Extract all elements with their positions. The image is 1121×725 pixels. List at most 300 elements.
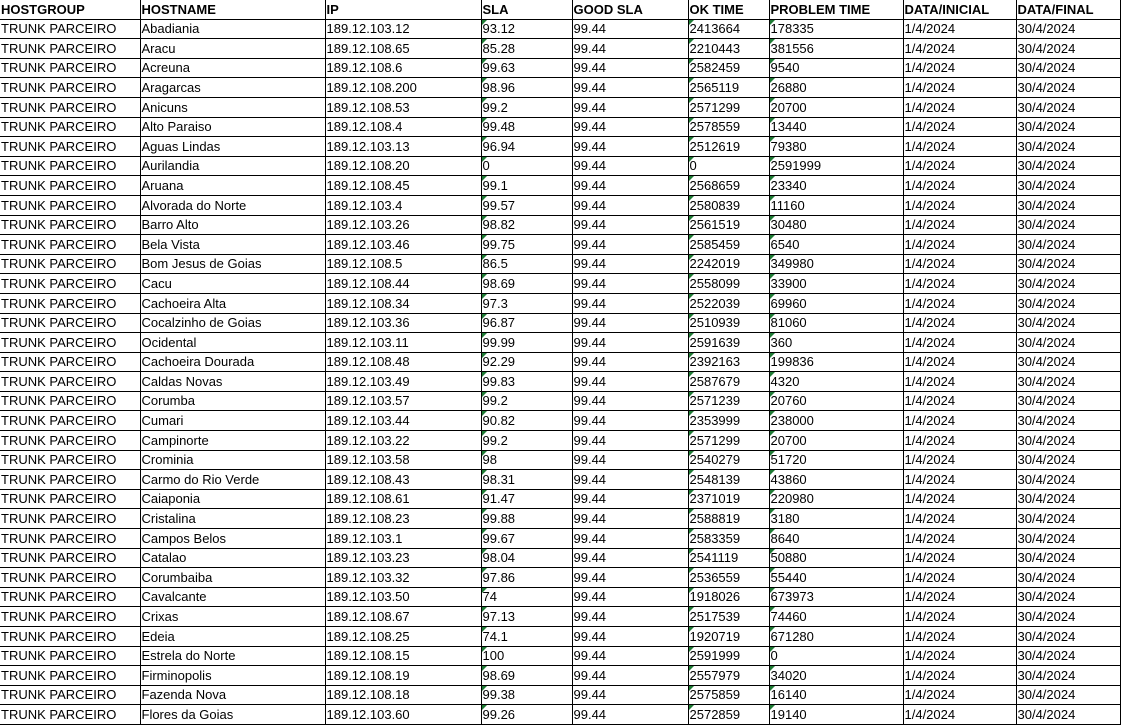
cell-hostgroup[interactable]: TRUNK PARCEIRO (0, 411, 140, 431)
cell-sla[interactable]: 99.57 (481, 195, 572, 215)
cell-hostname[interactable]: Aragarcas (140, 78, 325, 98)
cell-good-sla[interactable]: 99.44 (572, 568, 688, 588)
cell-sla[interactable]: 99.2 (481, 431, 572, 451)
cell-hostgroup[interactable]: TRUNK PARCEIRO (0, 333, 140, 353)
cell-data-inicial[interactable]: 1/4/2024 (903, 333, 1016, 353)
cell-good-sla[interactable]: 99.44 (572, 117, 688, 137)
cell-data-inicial[interactable]: 1/4/2024 (903, 705, 1016, 725)
cell-hostname[interactable]: Cavalcante (140, 587, 325, 607)
cell-ip[interactable]: 189.12.103.60 (325, 705, 481, 725)
cell-ok-time[interactable]: 2371019 (688, 489, 769, 509)
cell-hostgroup[interactable]: TRUNK PARCEIRO (0, 137, 140, 157)
cell-sla[interactable]: 97.13 (481, 607, 572, 627)
cell-problem-time[interactable]: 178335 (769, 19, 903, 39)
cell-hostgroup[interactable]: TRUNK PARCEIRO (0, 450, 140, 470)
cell-good-sla[interactable]: 99.44 (572, 78, 688, 98)
cell-ok-time[interactable]: 2571239 (688, 391, 769, 411)
cell-sla[interactable]: 74.1 (481, 627, 572, 647)
cell-data-inicial[interactable]: 1/4/2024 (903, 117, 1016, 137)
cell-hostgroup[interactable]: TRUNK PARCEIRO (0, 78, 140, 98)
cell-hostgroup[interactable]: TRUNK PARCEIRO (0, 627, 140, 647)
cell-data-inicial[interactable]: 1/4/2024 (903, 293, 1016, 313)
cell-ip[interactable]: 189.12.103.46 (325, 235, 481, 255)
cell-good-sla[interactable]: 99.44 (572, 313, 688, 333)
cell-hostname[interactable]: Anicuns (140, 97, 325, 117)
cell-sla[interactable]: 99.48 (481, 117, 572, 137)
cell-sla[interactable]: 98.04 (481, 548, 572, 568)
cell-ok-time[interactable]: 1920719 (688, 627, 769, 647)
cell-hostname[interactable]: Flores da Goias (140, 705, 325, 725)
cell-hostgroup[interactable]: TRUNK PARCEIRO (0, 195, 140, 215)
cell-good-sla[interactable]: 99.44 (572, 274, 688, 294)
cell-problem-time[interactable]: 238000 (769, 411, 903, 431)
cell-good-sla[interactable]: 99.44 (572, 509, 688, 529)
cell-ip[interactable]: 189.12.108.4 (325, 117, 481, 137)
cell-data-final[interactable]: 30/4/2024 (1016, 117, 1120, 137)
cell-ip[interactable]: 189.12.103.23 (325, 548, 481, 568)
cell-ok-time[interactable]: 2591999 (688, 646, 769, 666)
cell-sla[interactable]: 99.83 (481, 372, 572, 392)
cell-ip[interactable]: 189.12.108.15 (325, 646, 481, 666)
cell-ip[interactable]: 189.12.108.53 (325, 97, 481, 117)
cell-ok-time[interactable]: 2517539 (688, 607, 769, 627)
cell-good-sla[interactable]: 99.44 (572, 156, 688, 176)
cell-sla[interactable]: 99.88 (481, 509, 572, 529)
cell-sla[interactable]: 91.47 (481, 489, 572, 509)
cell-data-final[interactable]: 30/4/2024 (1016, 235, 1120, 255)
cell-hostname[interactable]: Barro Alto (140, 215, 325, 235)
cell-ok-time[interactable]: 2242019 (688, 254, 769, 274)
cell-ok-time[interactable]: 2541119 (688, 548, 769, 568)
cell-ok-time[interactable]: 2536559 (688, 568, 769, 588)
cell-sla[interactable]: 99.2 (481, 97, 572, 117)
cell-good-sla[interactable]: 99.44 (572, 627, 688, 647)
cell-hostname[interactable]: Corumba (140, 391, 325, 411)
cell-data-final[interactable]: 30/4/2024 (1016, 195, 1120, 215)
cell-problem-time[interactable]: 16140 (769, 685, 903, 705)
cell-good-sla[interactable]: 99.44 (572, 548, 688, 568)
cell-problem-time[interactable]: 20700 (769, 97, 903, 117)
cell-good-sla[interactable]: 99.44 (572, 607, 688, 627)
cell-hostname[interactable]: Estrela do Norte (140, 646, 325, 666)
cell-good-sla[interactable]: 99.44 (572, 19, 688, 39)
cell-data-inicial[interactable]: 1/4/2024 (903, 646, 1016, 666)
cell-sla[interactable]: 93.12 (481, 19, 572, 39)
cell-hostname[interactable]: Crixas (140, 607, 325, 627)
cell-hostname[interactable]: Ocidental (140, 333, 325, 353)
cell-sla[interactable]: 85.28 (481, 39, 572, 59)
cell-hostgroup[interactable]: TRUNK PARCEIRO (0, 293, 140, 313)
cell-data-inicial[interactable]: 1/4/2024 (903, 176, 1016, 196)
cell-data-final[interactable]: 30/4/2024 (1016, 137, 1120, 157)
cell-ok-time[interactable]: 2558099 (688, 274, 769, 294)
cell-data-final[interactable]: 30/4/2024 (1016, 97, 1120, 117)
cell-ok-time[interactable]: 2522039 (688, 293, 769, 313)
header-cell-ip[interactable]: IP (325, 0, 481, 19)
cell-problem-time[interactable]: 6540 (769, 235, 903, 255)
cell-ip[interactable]: 189.12.108.25 (325, 627, 481, 647)
cell-sla[interactable]: 97.3 (481, 293, 572, 313)
cell-sla[interactable]: 99.1 (481, 176, 572, 196)
cell-ok-time[interactable]: 2571299 (688, 97, 769, 117)
cell-sla[interactable]: 99.2 (481, 391, 572, 411)
cell-good-sla[interactable]: 99.44 (572, 352, 688, 372)
header-cell-data-inicial[interactable]: DATA/INICIAL (903, 0, 1016, 19)
cell-good-sla[interactable]: 99.44 (572, 411, 688, 431)
cell-good-sla[interactable]: 99.44 (572, 470, 688, 490)
cell-ip[interactable]: 189.12.103.58 (325, 450, 481, 470)
cell-hostgroup[interactable]: TRUNK PARCEIRO (0, 39, 140, 59)
cell-sla[interactable]: 98 (481, 450, 572, 470)
cell-hostname[interactable]: Caldas Novas (140, 372, 325, 392)
cell-hostgroup[interactable]: TRUNK PARCEIRO (0, 685, 140, 705)
cell-hostname[interactable]: Alvorada do Norte (140, 195, 325, 215)
cell-hostgroup[interactable]: TRUNK PARCEIRO (0, 19, 140, 39)
cell-data-inicial[interactable]: 1/4/2024 (903, 391, 1016, 411)
cell-ok-time[interactable]: 2587679 (688, 372, 769, 392)
cell-hostname[interactable]: Crominia (140, 450, 325, 470)
cell-data-inicial[interactable]: 1/4/2024 (903, 489, 1016, 509)
cell-data-final[interactable]: 30/4/2024 (1016, 391, 1120, 411)
cell-ip[interactable]: 189.12.108.61 (325, 489, 481, 509)
cell-ip[interactable]: 189.12.103.22 (325, 431, 481, 451)
cell-data-inicial[interactable]: 1/4/2024 (903, 274, 1016, 294)
cell-problem-time[interactable]: 9540 (769, 58, 903, 78)
cell-hostgroup[interactable]: TRUNK PARCEIRO (0, 117, 140, 137)
cell-hostgroup[interactable]: TRUNK PARCEIRO (0, 470, 140, 490)
cell-data-inicial[interactable]: 1/4/2024 (903, 352, 1016, 372)
cell-data-final[interactable]: 30/4/2024 (1016, 685, 1120, 705)
cell-ip[interactable]: 189.12.103.57 (325, 391, 481, 411)
cell-hostname[interactable]: Edeia (140, 627, 325, 647)
cell-data-inicial[interactable]: 1/4/2024 (903, 411, 1016, 431)
cell-hostgroup[interactable]: TRUNK PARCEIRO (0, 489, 140, 509)
cell-problem-time[interactable]: 349980 (769, 254, 903, 274)
cell-problem-time[interactable]: 81060 (769, 313, 903, 333)
cell-ip[interactable]: 189.12.103.44 (325, 411, 481, 431)
cell-problem-time[interactable]: 20700 (769, 431, 903, 451)
cell-hostgroup[interactable]: TRUNK PARCEIRO (0, 215, 140, 235)
cell-good-sla[interactable]: 99.44 (572, 333, 688, 353)
cell-good-sla[interactable]: 99.44 (572, 489, 688, 509)
cell-sla[interactable]: 99.75 (481, 235, 572, 255)
cell-hostgroup[interactable]: TRUNK PARCEIRO (0, 548, 140, 568)
cell-ok-time[interactable]: 2578559 (688, 117, 769, 137)
cell-problem-time[interactable]: 23340 (769, 176, 903, 196)
cell-sla[interactable]: 99.67 (481, 529, 572, 549)
cell-ip[interactable]: 189.12.103.1 (325, 529, 481, 549)
cell-ok-time[interactable]: 2561519 (688, 215, 769, 235)
cell-hostname[interactable]: Firminopolis (140, 666, 325, 686)
cell-data-inicial[interactable]: 1/4/2024 (903, 313, 1016, 333)
cell-data-final[interactable]: 30/4/2024 (1016, 666, 1120, 686)
cell-ok-time[interactable]: 2512619 (688, 137, 769, 157)
cell-hostname[interactable]: Aurilandia (140, 156, 325, 176)
cell-hostname[interactable]: Aracu (140, 39, 325, 59)
cell-problem-time[interactable]: 0 (769, 646, 903, 666)
cell-data-inicial[interactable]: 1/4/2024 (903, 78, 1016, 98)
cell-ip[interactable]: 189.12.103.12 (325, 19, 481, 39)
cell-hostgroup[interactable]: TRUNK PARCEIRO (0, 705, 140, 725)
cell-good-sla[interactable]: 99.44 (572, 195, 688, 215)
cell-data-inicial[interactable]: 1/4/2024 (903, 548, 1016, 568)
cell-ip[interactable]: 189.12.108.200 (325, 78, 481, 98)
cell-problem-time[interactable]: 69960 (769, 293, 903, 313)
cell-data-final[interactable]: 30/4/2024 (1016, 705, 1120, 725)
cell-ip[interactable]: 189.12.108.23 (325, 509, 481, 529)
cell-data-final[interactable]: 30/4/2024 (1016, 274, 1120, 294)
cell-sla[interactable]: 99.99 (481, 333, 572, 353)
cell-ip[interactable]: 189.12.108.19 (325, 666, 481, 686)
cell-hostname[interactable]: Abadiania (140, 19, 325, 39)
cell-ok-time[interactable]: 2591639 (688, 333, 769, 353)
cell-data-inicial[interactable]: 1/4/2024 (903, 235, 1016, 255)
cell-problem-time[interactable]: 11160 (769, 195, 903, 215)
cell-data-final[interactable]: 30/4/2024 (1016, 78, 1120, 98)
cell-hostgroup[interactable]: TRUNK PARCEIRO (0, 391, 140, 411)
cell-hostname[interactable]: Bela Vista (140, 235, 325, 255)
cell-ip[interactable]: 189.12.103.4 (325, 195, 481, 215)
cell-data-final[interactable]: 30/4/2024 (1016, 19, 1120, 39)
cell-ok-time[interactable]: 2210443 (688, 39, 769, 59)
cell-data-inicial[interactable]: 1/4/2024 (903, 607, 1016, 627)
cell-data-inicial[interactable]: 1/4/2024 (903, 568, 1016, 588)
cell-good-sla[interactable]: 99.44 (572, 254, 688, 274)
cell-problem-time[interactable]: 671280 (769, 627, 903, 647)
cell-ip[interactable]: 189.12.108.45 (325, 176, 481, 196)
cell-sla[interactable]: 0 (481, 156, 572, 176)
cell-hostgroup[interactable]: TRUNK PARCEIRO (0, 274, 140, 294)
cell-sla[interactable]: 92.29 (481, 352, 572, 372)
cell-ip[interactable]: 189.12.108.20 (325, 156, 481, 176)
cell-sla[interactable]: 98.82 (481, 215, 572, 235)
cell-hostgroup[interactable]: TRUNK PARCEIRO (0, 254, 140, 274)
cell-sla[interactable]: 98.31 (481, 470, 572, 490)
cell-good-sla[interactable]: 99.44 (572, 372, 688, 392)
cell-ok-time[interactable]: 2353999 (688, 411, 769, 431)
cell-ip[interactable]: 189.12.108.48 (325, 352, 481, 372)
cell-ip[interactable]: 189.12.108.5 (325, 254, 481, 274)
cell-data-final[interactable]: 30/4/2024 (1016, 450, 1120, 470)
cell-ip[interactable]: 189.12.108.34 (325, 293, 481, 313)
cell-hostname[interactable]: Cumari (140, 411, 325, 431)
cell-problem-time[interactable]: 79380 (769, 137, 903, 157)
cell-problem-time[interactable]: 43860 (769, 470, 903, 490)
cell-data-final[interactable]: 30/4/2024 (1016, 39, 1120, 59)
cell-good-sla[interactable]: 99.44 (572, 587, 688, 607)
cell-data-inicial[interactable]: 1/4/2024 (903, 97, 1016, 117)
cell-problem-time[interactable]: 74460 (769, 607, 903, 627)
cell-sla[interactable]: 86.5 (481, 254, 572, 274)
cell-ip[interactable]: 189.12.108.44 (325, 274, 481, 294)
cell-hostgroup[interactable]: TRUNK PARCEIRO (0, 97, 140, 117)
cell-problem-time[interactable]: 3180 (769, 509, 903, 529)
cell-data-final[interactable]: 30/4/2024 (1016, 156, 1120, 176)
cell-problem-time[interactable]: 220980 (769, 489, 903, 509)
cell-sla[interactable]: 74 (481, 587, 572, 607)
cell-problem-time[interactable]: 381556 (769, 39, 903, 59)
cell-data-inicial[interactable]: 1/4/2024 (903, 372, 1016, 392)
cell-data-final[interactable]: 30/4/2024 (1016, 470, 1120, 490)
header-cell-data-final[interactable]: DATA/FINAL (1016, 0, 1120, 19)
cell-data-final[interactable]: 30/4/2024 (1016, 313, 1120, 333)
cell-problem-time[interactable]: 673973 (769, 587, 903, 607)
cell-hostgroup[interactable]: TRUNK PARCEIRO (0, 313, 140, 333)
cell-problem-time[interactable]: 360 (769, 333, 903, 353)
cell-good-sla[interactable]: 99.44 (572, 137, 688, 157)
cell-good-sla[interactable]: 99.44 (572, 176, 688, 196)
cell-problem-time[interactable]: 34020 (769, 666, 903, 686)
cell-ok-time[interactable]: 0 (688, 156, 769, 176)
header-cell-hostname[interactable]: HOSTNAME (140, 0, 325, 19)
cell-ok-time[interactable]: 1918026 (688, 587, 769, 607)
cell-problem-time[interactable]: 20760 (769, 391, 903, 411)
cell-hostname[interactable]: Fazenda Nova (140, 685, 325, 705)
cell-hostgroup[interactable]: TRUNK PARCEIRO (0, 607, 140, 627)
cell-good-sla[interactable]: 99.44 (572, 97, 688, 117)
cell-data-final[interactable]: 30/4/2024 (1016, 293, 1120, 313)
cell-problem-time[interactable]: 33900 (769, 274, 903, 294)
cell-ok-time[interactable]: 2588819 (688, 509, 769, 529)
cell-data-final[interactable]: 30/4/2024 (1016, 411, 1120, 431)
cell-problem-time[interactable]: 26880 (769, 78, 903, 98)
cell-data-inicial[interactable]: 1/4/2024 (903, 58, 1016, 78)
cell-ip[interactable]: 189.12.103.49 (325, 372, 481, 392)
cell-good-sla[interactable]: 99.44 (572, 235, 688, 255)
cell-ok-time[interactable]: 2565119 (688, 78, 769, 98)
cell-hostname[interactable]: Caiaponia (140, 489, 325, 509)
cell-hostname[interactable]: Aruana (140, 176, 325, 196)
cell-hostgroup[interactable]: TRUNK PARCEIRO (0, 646, 140, 666)
cell-data-inicial[interactable]: 1/4/2024 (903, 431, 1016, 451)
cell-problem-time[interactable]: 19140 (769, 705, 903, 725)
header-cell-hostgroup[interactable]: HOSTGROUP (0, 0, 140, 19)
cell-good-sla[interactable]: 99.44 (572, 450, 688, 470)
cell-ok-time[interactable]: 2580839 (688, 195, 769, 215)
cell-good-sla[interactable]: 99.44 (572, 39, 688, 59)
cell-ok-time[interactable]: 2413664 (688, 19, 769, 39)
cell-sla[interactable]: 99.38 (481, 685, 572, 705)
cell-ok-time[interactable]: 2585459 (688, 235, 769, 255)
cell-sla[interactable]: 97.86 (481, 568, 572, 588)
cell-sla[interactable]: 98.69 (481, 666, 572, 686)
cell-data-final[interactable]: 30/4/2024 (1016, 607, 1120, 627)
cell-data-final[interactable]: 30/4/2024 (1016, 489, 1120, 509)
cell-sla[interactable]: 99.26 (481, 705, 572, 725)
cell-hostgroup[interactable]: TRUNK PARCEIRO (0, 666, 140, 686)
cell-problem-time[interactable]: 4320 (769, 372, 903, 392)
cell-data-final[interactable]: 30/4/2024 (1016, 646, 1120, 666)
cell-ok-time[interactable]: 2572859 (688, 705, 769, 725)
header-cell-good-sla[interactable]: GOOD SLA (572, 0, 688, 19)
cell-ip[interactable]: 189.12.103.13 (325, 137, 481, 157)
cell-hostname[interactable]: Acreuna (140, 58, 325, 78)
cell-good-sla[interactable]: 99.44 (572, 215, 688, 235)
cell-data-inicial[interactable]: 1/4/2024 (903, 195, 1016, 215)
cell-hostgroup[interactable]: TRUNK PARCEIRO (0, 587, 140, 607)
cell-data-inicial[interactable]: 1/4/2024 (903, 137, 1016, 157)
cell-ip[interactable]: 189.12.108.18 (325, 685, 481, 705)
cell-ok-time[interactable]: 2540279 (688, 450, 769, 470)
cell-problem-time[interactable]: 55440 (769, 568, 903, 588)
header-cell-problem-time[interactable]: PROBLEM TIME (769, 0, 903, 19)
cell-ip[interactable]: 189.12.108.43 (325, 470, 481, 490)
cell-data-final[interactable]: 30/4/2024 (1016, 372, 1120, 392)
cell-good-sla[interactable]: 99.44 (572, 293, 688, 313)
cell-data-inicial[interactable]: 1/4/2024 (903, 39, 1016, 59)
cell-sla[interactable]: 96.87 (481, 313, 572, 333)
cell-data-inicial[interactable]: 1/4/2024 (903, 156, 1016, 176)
cell-good-sla[interactable]: 99.44 (572, 685, 688, 705)
cell-good-sla[interactable]: 99.44 (572, 646, 688, 666)
cell-ok-time[interactable]: 2583359 (688, 529, 769, 549)
cell-data-inicial[interactable]: 1/4/2024 (903, 587, 1016, 607)
cell-ok-time[interactable]: 2575859 (688, 685, 769, 705)
cell-good-sla[interactable]: 99.44 (572, 529, 688, 549)
cell-hostgroup[interactable]: TRUNK PARCEIRO (0, 431, 140, 451)
cell-data-inicial[interactable]: 1/4/2024 (903, 19, 1016, 39)
cell-data-final[interactable]: 30/4/2024 (1016, 352, 1120, 372)
cell-hostgroup[interactable]: TRUNK PARCEIRO (0, 352, 140, 372)
cell-data-inicial[interactable]: 1/4/2024 (903, 215, 1016, 235)
cell-data-final[interactable]: 30/4/2024 (1016, 58, 1120, 78)
cell-hostname[interactable]: Cachoeira Alta (140, 293, 325, 313)
cell-hostname[interactable]: Alto Paraiso (140, 117, 325, 137)
cell-problem-time[interactable]: 2591999 (769, 156, 903, 176)
cell-problem-time[interactable]: 8640 (769, 529, 903, 549)
cell-good-sla[interactable]: 99.44 (572, 666, 688, 686)
cell-problem-time[interactable]: 30480 (769, 215, 903, 235)
cell-hostname[interactable]: Cacu (140, 274, 325, 294)
cell-data-final[interactable]: 30/4/2024 (1016, 587, 1120, 607)
cell-sla[interactable]: 90.82 (481, 411, 572, 431)
cell-hostname[interactable]: Cristalina (140, 509, 325, 529)
cell-ip[interactable]: 189.12.103.50 (325, 587, 481, 607)
cell-good-sla[interactable]: 99.44 (572, 705, 688, 725)
cell-hostgroup[interactable]: TRUNK PARCEIRO (0, 58, 140, 78)
cell-hostgroup[interactable]: TRUNK PARCEIRO (0, 156, 140, 176)
cell-problem-time[interactable]: 50880 (769, 548, 903, 568)
cell-ip[interactable]: 189.12.108.65 (325, 39, 481, 59)
cell-ok-time[interactable]: 2392163 (688, 352, 769, 372)
cell-hostgroup[interactable]: TRUNK PARCEIRO (0, 176, 140, 196)
cell-ip[interactable]: 189.12.103.36 (325, 313, 481, 333)
cell-data-inicial[interactable]: 1/4/2024 (903, 450, 1016, 470)
cell-ip[interactable]: 189.12.108.6 (325, 58, 481, 78)
cell-good-sla[interactable]: 99.44 (572, 431, 688, 451)
cell-data-final[interactable]: 30/4/2024 (1016, 215, 1120, 235)
cell-good-sla[interactable]: 99.44 (572, 58, 688, 78)
cell-ok-time[interactable]: 2557979 (688, 666, 769, 686)
cell-data-inicial[interactable]: 1/4/2024 (903, 254, 1016, 274)
cell-hostname[interactable]: Corumbaiba (140, 568, 325, 588)
header-cell-sla[interactable]: SLA (481, 0, 572, 19)
cell-problem-time[interactable]: 51720 (769, 450, 903, 470)
cell-ip[interactable]: 189.12.108.67 (325, 607, 481, 627)
cell-hostgroup[interactable]: TRUNK PARCEIRO (0, 529, 140, 549)
cell-ip[interactable]: 189.12.103.32 (325, 568, 481, 588)
cell-data-inicial[interactable]: 1/4/2024 (903, 685, 1016, 705)
cell-sla[interactable]: 99.63 (481, 58, 572, 78)
cell-data-final[interactable]: 30/4/2024 (1016, 509, 1120, 529)
cell-data-final[interactable]: 30/4/2024 (1016, 333, 1120, 353)
cell-data-inicial[interactable]: 1/4/2024 (903, 529, 1016, 549)
cell-good-sla[interactable]: 99.44 (572, 391, 688, 411)
cell-hostname[interactable]: Catalao (140, 548, 325, 568)
cell-data-final[interactable]: 30/4/2024 (1016, 176, 1120, 196)
cell-problem-time[interactable]: 13440 (769, 117, 903, 137)
cell-data-final[interactable]: 30/4/2024 (1016, 529, 1120, 549)
